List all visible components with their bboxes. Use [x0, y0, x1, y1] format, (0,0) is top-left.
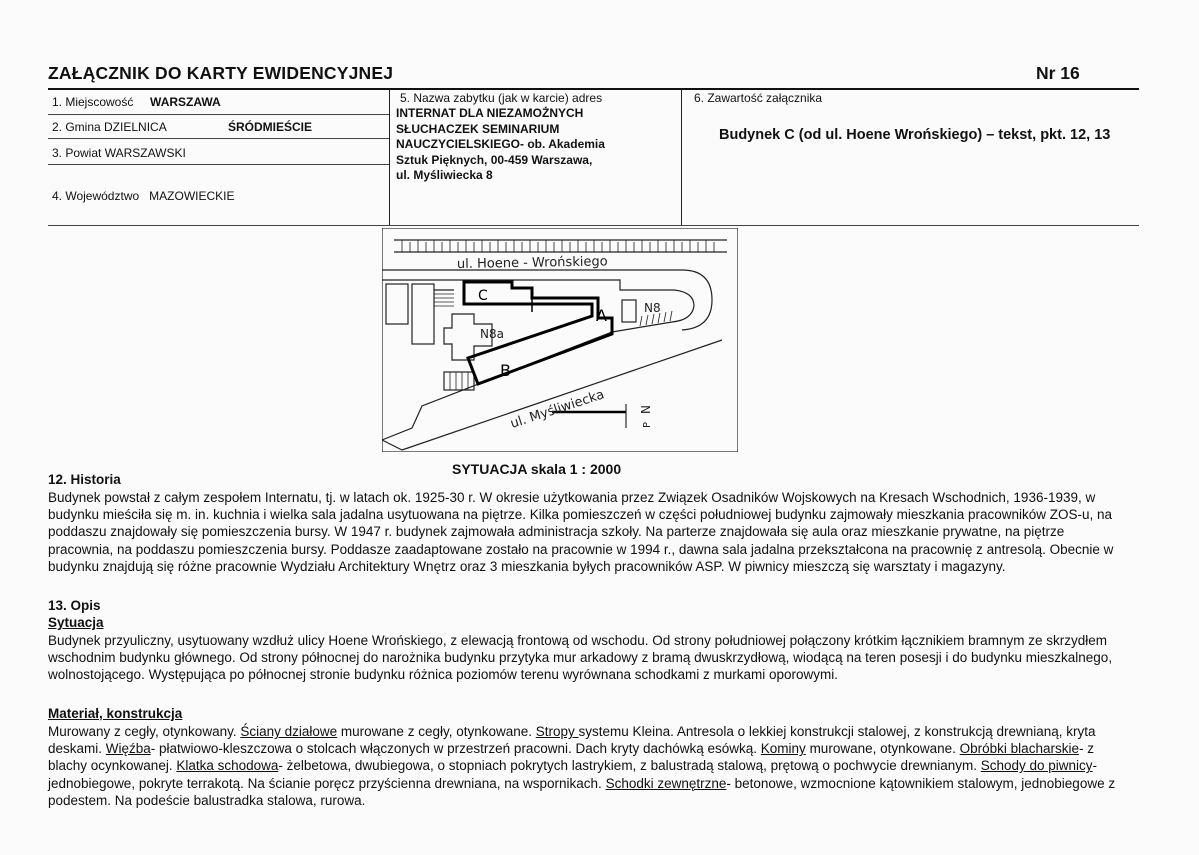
table-bottom-rule	[48, 225, 1139, 226]
street-bottom-label: ul. Myśliwiecka	[508, 387, 607, 432]
field-nazwa-label: 5. Nazwa zabytku (jak w karcie) adres	[400, 91, 603, 105]
building-b-label: B	[500, 361, 511, 380]
header-rule	[48, 88, 1139, 90]
field-zawartosc-value: Budynek C (od ul. Hoene Wrońskiego) – tekst, pkt. 12, 13	[719, 127, 1111, 143]
row-divider-2	[48, 138, 389, 139]
map-caption: SYTUACJA skala 1 : 2000	[452, 461, 622, 477]
building-c-label: C	[478, 288, 488, 304]
field-gmina: 2. Gmina DZIELNICA	[52, 120, 167, 134]
historia-heading: 12. Historia	[48, 472, 121, 487]
material-heading: Materiał, konstrukcja	[48, 706, 183, 721]
row-divider-3	[48, 164, 389, 165]
field-gmina-value: ŚRÓDMIEŚCIE	[228, 120, 313, 134]
document-number: Nr 16	[1036, 63, 1080, 83]
field-nazwa-line-4: Sztuk Pięknych, 00-459 Warszawa,	[396, 152, 593, 167]
field-miejscowosc: 1. Miejscowość WARSZAWA	[52, 95, 221, 109]
sytuacja-text: Budynek przyuliczny, usytuowany wzdłuż ulicy Hoene Wrońskiego, z elewacją frontową od wschodu. Od strony południowej połączony krótkim łącznikiem bramnym ze skrzydłem wschodnim budynku głównego. Od strony północnej do narożnika budynku przytyka mur arkadowy z bramą dwuskrzydłową, wiodącą na teren posesji i do budynku mieszkalnego, wolnostojącego. Występująca po północnej stronie budynku różnica poziomów terenu wyrównana schodkami z murkami oporowymi.	[48, 633, 1113, 683]
n8-label: N8	[644, 301, 661, 315]
sytuacja-heading: Sytuacja	[48, 615, 104, 630]
field-nazwa-line-3: NAUCZYCIELSKIEGO- ob. Akademia	[396, 137, 605, 151]
field-nazwa-line-2: SŁUCHACZEK SEMINARIUM	[396, 121, 560, 136]
north-sub-label: P	[642, 421, 653, 428]
field-powiat: 3. Powiat WARSZAWSKI	[52, 146, 186, 160]
n8a-label: N8a	[480, 327, 504, 341]
site-plan-map	[382, 228, 738, 452]
street-top-label: ul. Hoene - Wrońskiego	[456, 254, 608, 272]
building-a-label: A	[596, 306, 607, 325]
column-divider-1	[389, 89, 390, 225]
north-label: N	[639, 405, 653, 414]
field-nazwa-line-5: ul. Myśliwiecka 8	[396, 168, 493, 182]
field-wojewodztwo: 4. Województwo MAZOWIECKIE	[52, 189, 235, 203]
field-nazwa-line-1: INTERNAT DLA NIEZAMOŻNYCH	[396, 106, 584, 120]
opis-heading: 13. Opis	[48, 598, 101, 613]
column-divider-2	[681, 89, 682, 225]
historia-text: Budynek powstał z całym zespołem Internatu, tj. w latach ok. 1925-30 r. W okresie użytkowania przez Związek Osadników Wojskowych na Kresach Wschodnich, 1936-1939, w budynku mieściła się m. in. kuchnia i wielka sala jadalna usytuowana na piętrze. Kilka pomieszczeń w części południowej budynku zajmowały mieszkania pracowników ZOS-u, na poddaszu znajdowały się pomieszczenia bursy. W 1947 r. budynek zajmowała administracja szkoły. Na parterze znajdowała się aula oraz mieszkanie prywatne, na piętrze pracownia, na poddaszu pomieszczenia bursy. Poddasze zaadaptowane zostało na pracownie w 1994 r., dawna sala jadalna przekształcona na pracownię z antresolą. Obecnie w budynku znajdują się różne pracownie Wydziału Architektury Wnętrz oraz 3 mieszkania byłych pracowników ASP. W piwnicy mieszczą się warsztaty i magazyny.	[48, 490, 1114, 574]
material-text: Murowany z cegły, otynkowany. Ściany działowe murowane z cegły, otynkowane. Stropy systemu Kleina. Antresola o lekkiej konstrukcji stalowej, z konstrukcją drewnianą, kryta deskami. Więźba- płatwiowo-kleszczowa o stolcach włączonych w przestrzeń pracowni. Dach kryty dachówką esówką. Kominy murowane, otynkowane. Obróbki blacharskie- z blachy ocynkowanej. Klatka schodowa- żelbetowa, dwubiegowa, o stopniach pokrytych lastrykiem, z balustradą stalową, prętową o pochwycie drewnianym. Schody do piwnicy- jednobiegowe, pokryte terrakotą. Na ścianie poręcz przyścienna drewniana, na wspornikach. Schodki zewnętrzne- betonowe, wzmocnione kątownikiem stalowym, jednobiegowe z podestem. Na podeście balustradka stalowa, rurowa.	[48, 724, 1116, 808]
field-zawartosc-label: 6. Zawartość załącznika	[694, 91, 823, 105]
document-title: ZAŁĄCZNIK DO KARTY EWIDENCYJNEJ	[48, 63, 394, 83]
row-divider-1	[48, 114, 389, 115]
